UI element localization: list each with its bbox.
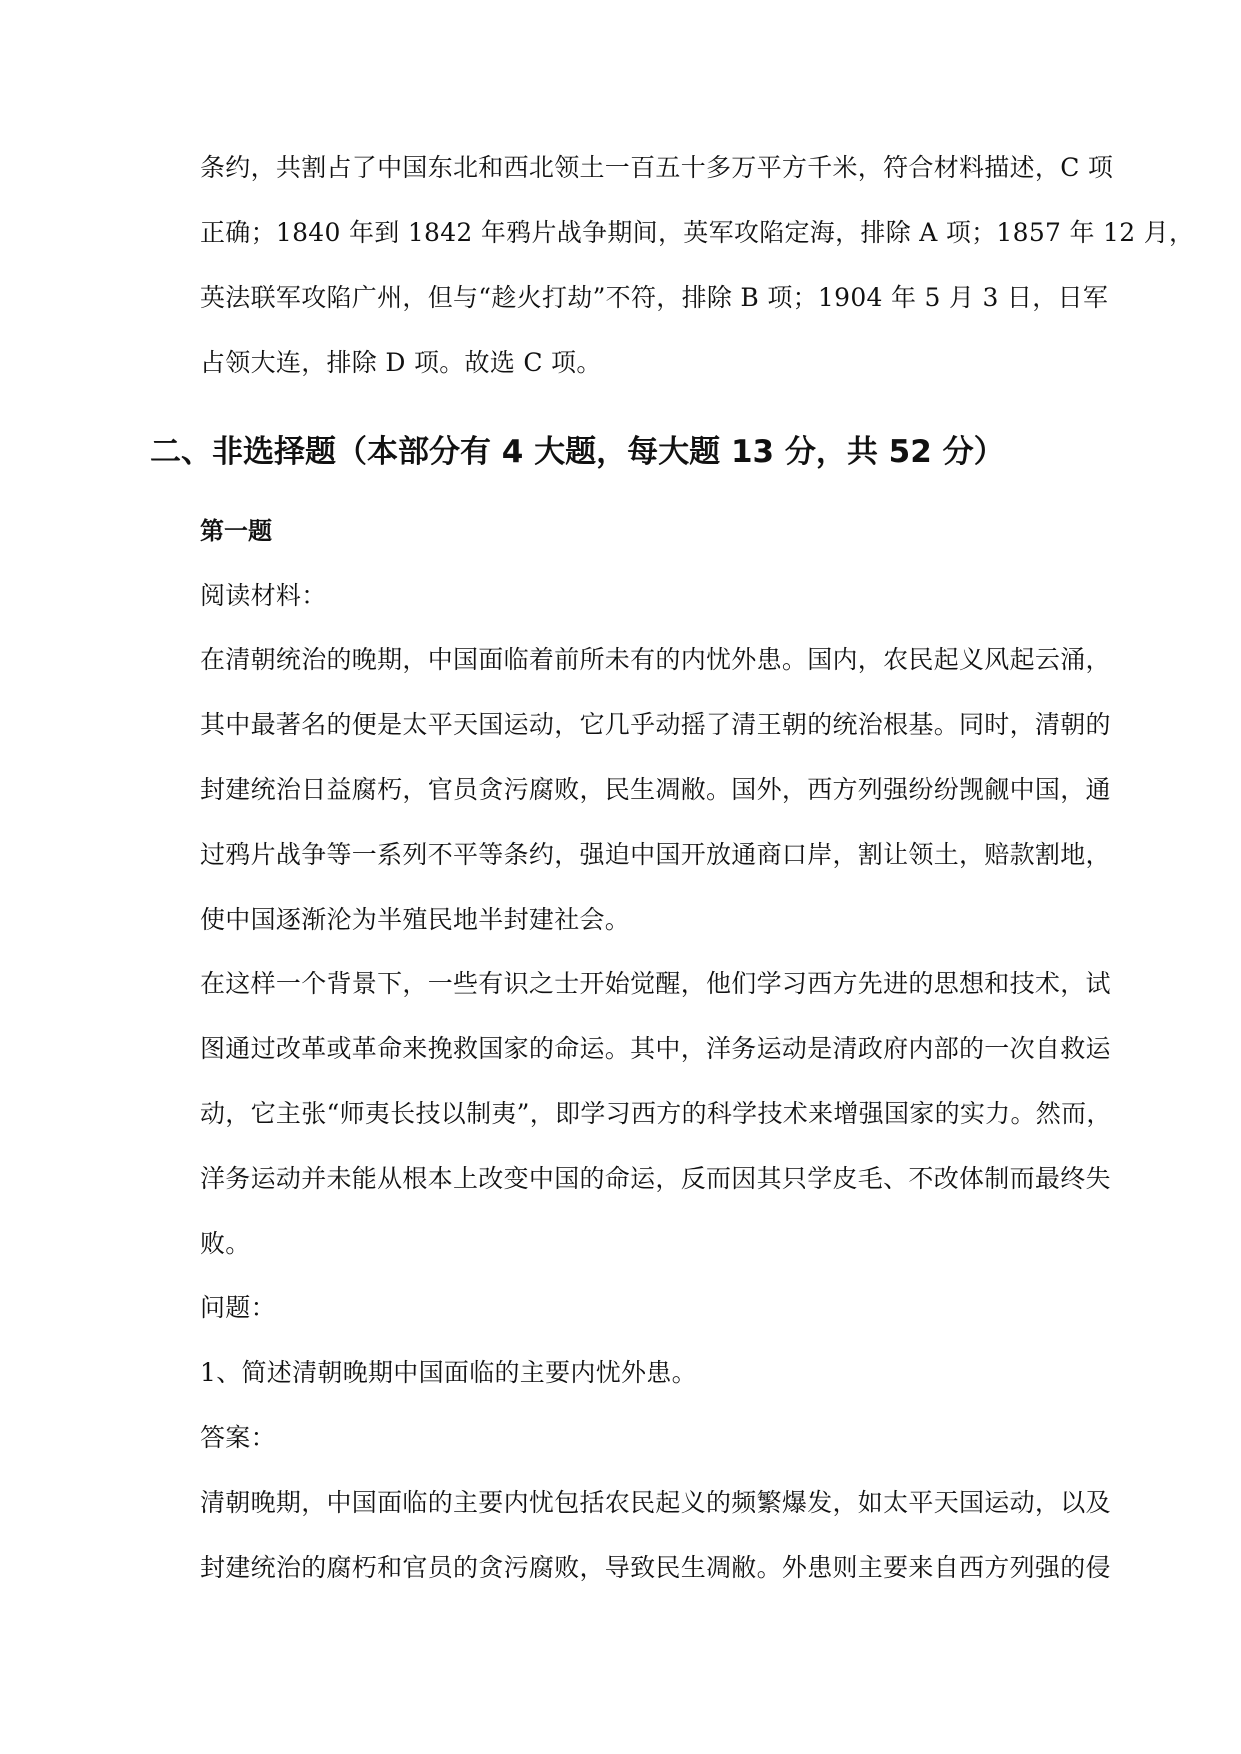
material-line: 其中最著名的便是太平天国运动，它几乎动摇了清王朝的统治根基。同时，清朝的 xyxy=(200,710,1111,739)
answer-line: 清朝晚期，中国面临的主要内忧包括农民起义的频繁爆发，如太平天国运动，以及 xyxy=(200,1488,1111,1517)
question-label: 问题： xyxy=(200,1293,276,1322)
section-heading: 二、非选择题（本部分有 4 大题，每大题 13 分，共 52 分） xyxy=(150,434,1005,470)
continuation-line: 条约，共割占了中国东北和西北领土一百五十多万平方千米，符合材料描述，C 项 xyxy=(200,153,1114,182)
material-line: 图通过改革或革命来挽救国家的命运。其中，洋务运动是清政府内部的一次自救运 xyxy=(200,1034,1111,1063)
continuation-line: 占领大连，排除 D 项。故选 C 项。 xyxy=(200,348,602,377)
answer-line: 封建统治的腐朽和官员的贪污腐败，导致民生凋敝。外患则主要来自西方列强的侵 xyxy=(200,1553,1111,1582)
question-title: 第一题 xyxy=(200,517,272,545)
continuation-line: 正确；1840 年到 1842 年鸦片战争期间，英军攻陷定海，排除 A 项；1857 年 12 月， xyxy=(200,218,1195,247)
reading-label: 阅读材料： xyxy=(200,581,327,610)
question-item: 1、简述清朝晚期中国面临的主要内忧外患。 xyxy=(200,1358,697,1387)
material-line: 封建统治日益腐朽，官员贪污腐败，民生凋敝。国外，西方列强纷纷觊觎中国，通 xyxy=(200,775,1111,804)
continuation-line: 英法联军攻陷广州，但与“趁火打劫”不符，排除 B 项；1904 年 5 月 3 日，日军 xyxy=(200,283,1109,312)
material-line: 动，它主张“师夷长技以制夷”，即学习西方的科学技术来增强国家的实力。然而， xyxy=(200,1099,1112,1128)
material-line: 洋务运动并未能从根本上改变中国的命运，反而因其只学皮毛、不改体制而最终失 xyxy=(200,1164,1111,1193)
material-line: 在清朝统治的晚期，中国面临着前所未有的内忧外患。国内，农民起义风起云涌， xyxy=(200,645,1111,674)
material-line: 过鸦片战争等一系列不平等条约，强迫中国开放通商口岸，割让领土，赔款割地， xyxy=(200,840,1111,869)
material-line: 使中国逐渐沦为半殖民地半封建社会。 xyxy=(200,905,631,934)
material-line: 在这样一个背景下，一些有识之士开始觉醒，他们学习西方先进的思想和技术，试 xyxy=(200,969,1111,998)
answer-label: 答案： xyxy=(200,1423,276,1452)
material-line: 败。 xyxy=(200,1229,251,1258)
